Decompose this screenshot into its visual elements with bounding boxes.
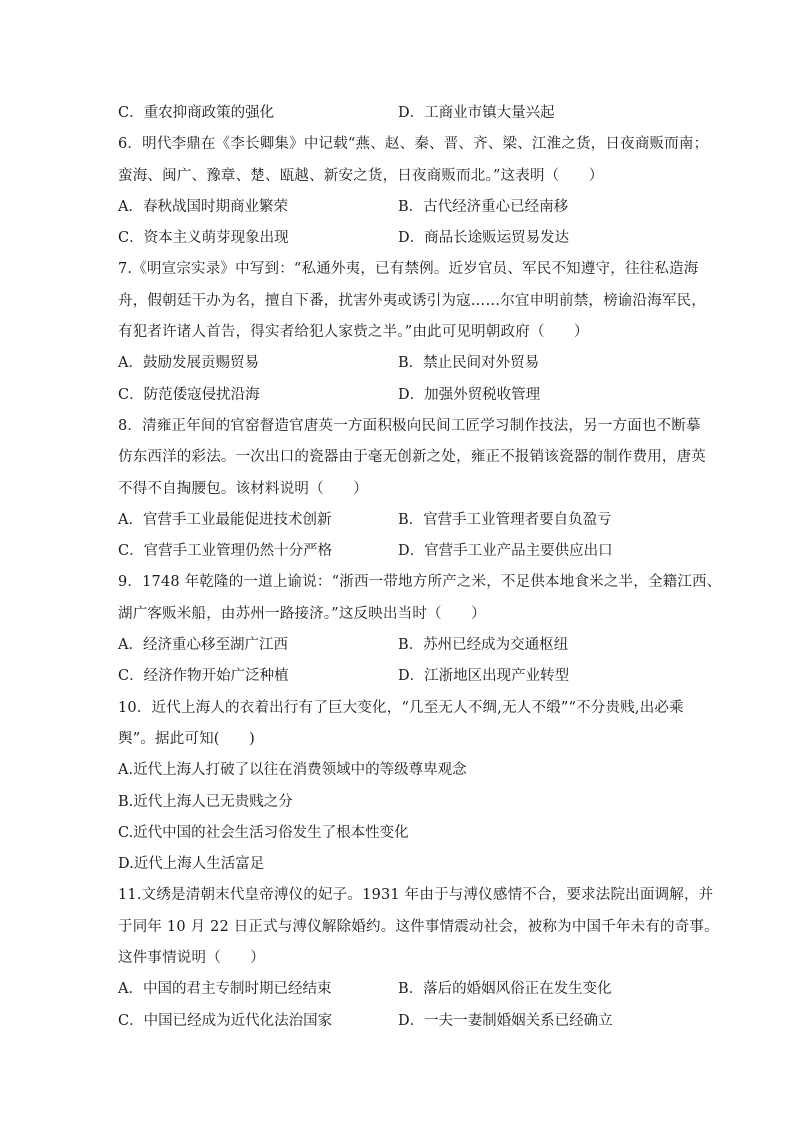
q7-option-c[interactable]: C．防范倭寇侵扰沿海	[118, 386, 260, 403]
q8-stem-line-2: 仿东西洋的彩法。一次出口的瓷器由于毫无创新之处，雍正不报销该瓷器的制作费用，唐英	[118, 449, 706, 466]
q5-option-d[interactable]: D．工商业市镇大量兴起	[398, 105, 555, 121]
q11-option-b[interactable]: B．落后的婚姻风俗正在发生变化	[398, 981, 612, 998]
q10-stem-line-1: 10．近代上海人的衣着出行有了巨大变化，“几至无人不绸,无人不缎”“不分贵贱,出必乘	[118, 699, 684, 716]
exam-page	[118, 98, 722, 1037]
q6-option-c[interactable]: C．资本主义萌芽现象出现	[118, 230, 289, 247]
q10-option-d[interactable]: D.近代上海人生活富足	[118, 856, 265, 873]
q5-option-c[interactable]: C．重农抑商政策的强化	[118, 105, 275, 121]
q7-option-d[interactable]: D．加强外贸税收管理	[398, 386, 541, 403]
q10-option-b[interactable]: B.近代上海人已无贵贱之分	[118, 793, 293, 810]
q8-option-c[interactable]: C．官营手工业管理仍然十分严格	[118, 543, 333, 560]
q6-options-row-1	[118, 192, 678, 223]
q8-stem-line-3: 不得不自掏腰包。该材料说明（ ）	[118, 480, 368, 497]
q5-options-row-1	[118, 98, 678, 129]
q11-option-c[interactable]: C．中国已经成为近代化法治国家	[118, 1012, 333, 1029]
q11-stem-line-2: 于同年 10 月 22 日正式与溥仪解除婚约。这件事情震动社会，被称为中国千年未有的奇事。	[118, 918, 719, 935]
q8-option-a[interactable]: A．官营手工业最能促进技术创新	[118, 511, 332, 528]
q9-options-row-2	[118, 661, 678, 692]
q6-options-row-2	[118, 223, 678, 254]
q9-options-row-1	[118, 630, 678, 661]
q9-option-d[interactable]: D．江浙地区出现产业转型	[398, 668, 570, 685]
q6-option-d[interactable]: D．商品长途贩运贸易发达	[398, 230, 570, 247]
q9-option-b[interactable]: B．苏州已经成为交通枢纽	[398, 637, 569, 654]
q7-stem-line-2: 舟，假朝廷干办为名，擅自下番，扰害外夷或诱引为寇……尔宜申明前禁，榜谕沿海军民，	[118, 292, 706, 309]
q8-option-b[interactable]: B．官营手工业管理者要自负盈亏	[398, 511, 612, 528]
q10-option-c[interactable]: C.近代中国的社会生活习俗发生了根本性变化	[118, 824, 409, 841]
q9-option-a[interactable]: A．经济重心移至湖广江西	[118, 637, 288, 654]
q11-stem-line-3: 这件事情说明（ ）	[118, 950, 265, 967]
q7-stem-line-3: 有犯者许诸人首告，得实者给犯人家赀之半。”由此可见明朝政府（ ）	[118, 324, 589, 341]
q8-stem-line-1: 8．清雍正年间的官窑督造官唐英一方面积极向民间工匠学习制作技法，另一方面也不断摹	[118, 417, 701, 434]
q6-option-b[interactable]: B．古代经济重心已经南移	[398, 198, 569, 215]
q11-options-row-2	[118, 1006, 678, 1037]
q11-options-row-1	[118, 974, 678, 1005]
q9-stem-line-2: 湖广客贩米船，由苏州一路接济。”这反映出当时（ ）	[118, 605, 486, 622]
q10-option-a[interactable]: A.近代上海人打破了以往在消费领域中的等级尊卑观念	[118, 762, 467, 779]
q10-stem-line-2: 舆”。据此可知( )	[118, 730, 255, 747]
q7-options-row-1	[118, 348, 678, 379]
q9-stem-line-1: 9．1748 年乾隆的一道上谕说：“浙西一带地方所产之米，不足供本地食米之半，全籍江西、	[118, 574, 722, 591]
q6-stem-line-1: 6．明代李鼎在《李长卿集》中记载“燕、赵、秦、晋、齐、梁、江淮之货，日夜商贩而南；	[118, 136, 709, 153]
q7-option-a[interactable]: A．鼓励发展贡赐贸易	[118, 355, 259, 372]
q6-stem-line-2: 蛮海、闽广、豫章、楚、瓯越、新安之货，日夜商贩而北。”这表明（ ）	[118, 167, 604, 184]
q7-option-b[interactable]: B．禁止民间对外贸易	[398, 355, 540, 372]
q11-option-a[interactable]: A．中国的君主专制时期已经结束	[118, 981, 332, 998]
q7-stem-line-1: 7.《明宣宗实录》中写到：“私通外夷，已有禁例。近岁官员、军民不知遵守，往往私造海	[118, 261, 699, 278]
q11-option-d[interactable]: D．一夫一妻制婚姻关系已经确立	[398, 1012, 613, 1029]
q8-options-row-2	[118, 536, 678, 567]
q8-option-d[interactable]: D．官营手工业产品主要供应出口	[398, 543, 613, 560]
q7-options-row-2	[118, 380, 678, 411]
q6-option-a[interactable]: A．春秋战国时期商业繁荣	[118, 198, 288, 215]
q11-stem-line-1: 11.文绣是清朝末代皇帝溥仪的妃子。1931 年由于与溥仪感情不合，要求法院出面调解，并	[118, 887, 714, 904]
q8-options-row-1	[118, 505, 678, 536]
q9-option-c[interactable]: C．经济作物开始广泛种植	[118, 668, 289, 685]
